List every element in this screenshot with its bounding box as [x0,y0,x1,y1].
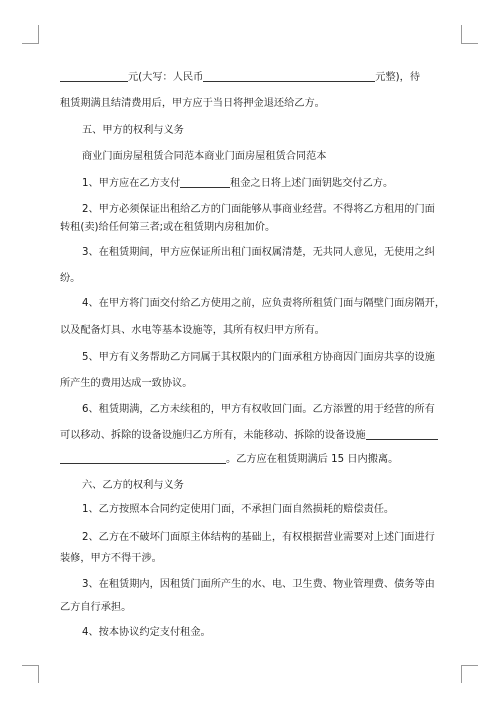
doc-line [82,176,445,191]
crop-mark-top-left [22,43,39,44]
crop-mark-bottom-right [461,665,462,683]
line-text: 元(大写：人民币 [128,72,204,83]
line-text: 以及配备灯具、水电等基本设施等，其所有权归甲方所有。 [60,325,325,336]
doc-line [60,452,445,467]
line-text: 装修，甲方不得干涉。 [60,553,162,564]
doc-line [82,531,445,545]
line-text: 乙方自行承担。 [60,602,132,613]
line-text: 六、乙方的权利与义务 [82,480,184,491]
line-text: 1、乙方按照本合同约定使用门面，不承担门面自然损耗的赔偿责任。 [82,504,395,515]
line-text: 4、按本协议约定支付租金。 [82,627,211,638]
doc-line [82,150,445,164]
line-text: 商业门面房屋租赁合同范本商业门面房屋租赁合同范本 [82,151,327,162]
line-text: 3、在租赁期间，甲方应保证所出租门面权属清楚，无共同人意见，无使用之纠 [82,247,435,258]
crop-mark-bottom-left [22,665,39,666]
doc-line [82,626,445,640]
line-text: 所产生的费用达成一致协议。 [60,378,193,389]
line-text: 5、甲方有义务帮助乙方同属于其权限内的门面承租方协商因门面房共享的设施 [82,352,435,363]
line-text: 6、租赁期满，乙方未续租的，甲方有权收回门面。乙方添置的用于经营的所有 [82,404,435,415]
line-text: 租赁期满且结清费用后，甲方应于当日将押金退还给乙方。 [60,98,325,109]
line-text: 转租(卖)给任何第三者;或在租赁期内房租加价。 [60,222,276,233]
line-text: 五、甲方的权利与义务 [82,125,184,136]
doc-line [60,552,445,566]
fill-blank [180,176,230,188]
line-text: 元整)，待 [375,72,421,83]
doc-line [60,428,445,443]
line-text: 1、甲方应在乙方支付 [82,178,181,189]
section-heading [82,479,445,493]
doc-line [82,578,445,592]
fill-blank [60,452,226,464]
doc-line [60,377,445,391]
doc-line [82,351,445,365]
line-text: 租金之日将上述门面钥匙交付乙方。 [230,178,394,189]
fill-blank [203,70,375,82]
line-text: 2、乙方在不破坏门面原主体结构的基础上，有权根据营业需要对上述门面进行 [82,532,435,543]
line-text: 3、在租赁期内，因租赁门面所产生的水、电、卫生费、物业管理费、债务等由 [82,579,435,590]
line-text: 可以移动、拆除的设备设施归乙方所有，未能移动、拆除的设备设施 [60,430,366,441]
doc-line [82,297,445,311]
crop-mark-top-left [38,25,39,43]
doc-line [60,272,445,286]
fill-blank [366,428,438,440]
crop-mark-top-right [461,43,478,44]
doc-line [82,503,445,517]
doc-line [82,403,445,417]
section-heading [82,124,445,138]
line-text: 纷。 [60,273,81,284]
line-text: 2、甲方必须保证出租给乙方的门面能够从事商业经营。不得将乙方租用的门面 [82,204,435,215]
doc-line [82,203,445,217]
doc-line [60,221,445,235]
crop-mark-bottom-right [461,665,478,666]
doc-line [82,246,445,260]
doc-line [60,324,445,338]
line-text: 4、在甲方将门面交付给乙方使用之前，应负责将所租赁门面与隔壁门面房隔开， [82,298,445,309]
fill-blank [60,70,128,82]
line-text: 。乙方应在租赁期满后 15 日内搬离。 [226,454,399,465]
doc-line [60,601,445,615]
doc-line [60,70,445,85]
doc-line [60,97,445,111]
crop-mark-top-right [461,25,462,43]
crop-mark-bottom-left [38,665,39,683]
